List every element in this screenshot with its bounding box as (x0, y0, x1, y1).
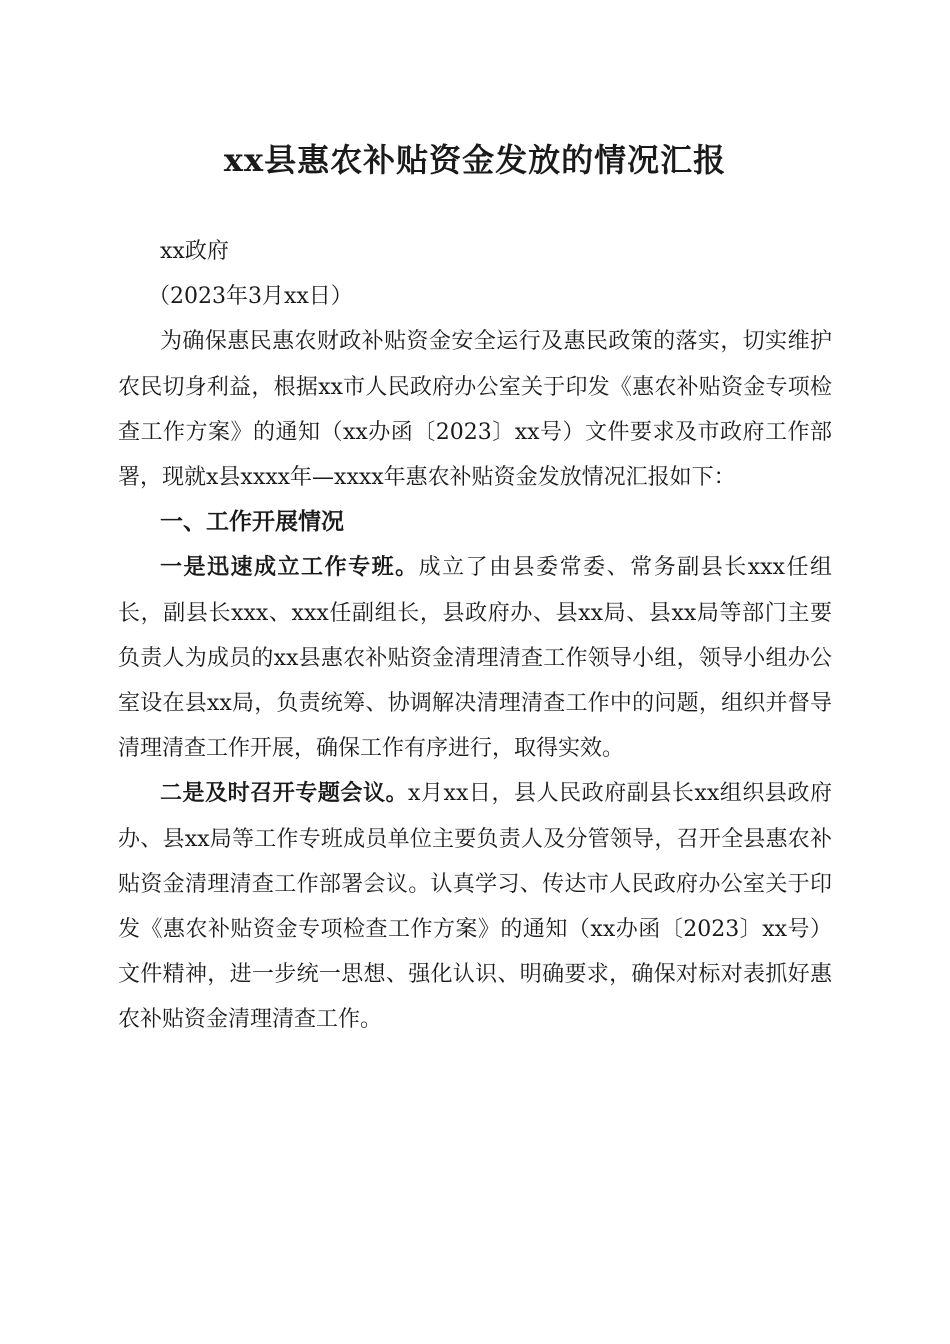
document-body (118, 229, 832, 1043)
item-1-lead: 一是迅速成立工作专班。 (160, 554, 419, 581)
paragraph-item-2 (118, 771, 832, 1042)
document-title: xx县惠农补贴资金发放的情况汇报 (223, 141, 727, 179)
item-2-body: x月xx日，县人民政府副县长xx组织县政府办、县xx局等工作专班成员单位主要负责人及分管领导，召开全县惠农补贴资金清理清查工作部署会议。认真学习、传达市人民政府办公室关于印发《惠农补贴资金专项检查工作方案》的通知（xx办函〔2023〕xx号）文件精神，进一步统一思想、强化认识、明确要求，确保对标对表抓好惠农补贴资金清理清查工作。 (118, 781, 832, 1033)
paragraph-item-1 (118, 545, 832, 771)
item-2-lead: 二是及时召开专题会议。 (160, 780, 409, 807)
issuer: xx政府 (160, 239, 229, 264)
report-date: （2023年3月xx日） (148, 284, 353, 310)
section-heading: 一、工作开展情况 (160, 509, 344, 536)
intro-paragraph: 为确保惠民惠农财政补贴资金安全运行及惠民政策的落实，切实维护农民切身利益，根据xx市人民政府办公室关于印发《惠农补贴资金专项检查工作方案》的通知（xx办函〔2023〕xx号）文件要求及市政府工作部署，现就x县xxxx年—xxxx年惠农补贴资金发放情况汇报如下： (118, 329, 832, 491)
item-1-body: 成立了由县委常委、常务副县长xxx任组长，副县长xxx、xxx任副组长，县政府办、县xx局、县xx局等部门主要负责人为成员的xx县惠农补贴资金清理清查工作领导小组，领导小组办公室设在县xx局，负责统筹、协调解决清理清查工作中的问题，组织并督导清理清查工作开展，确保工作有序进行，取得实效。 (118, 555, 832, 762)
